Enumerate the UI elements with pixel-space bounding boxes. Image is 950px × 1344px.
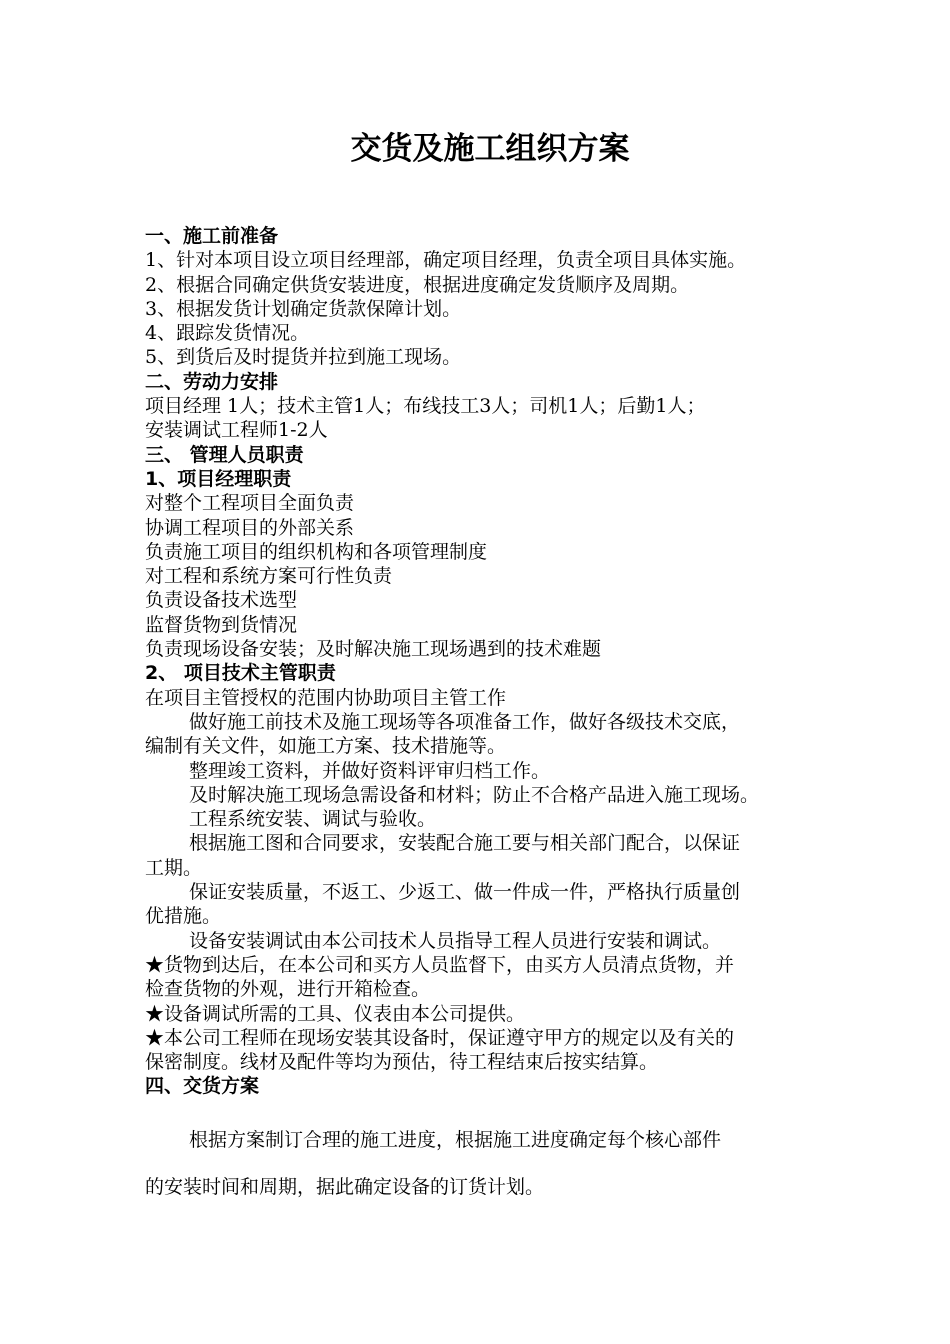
pm-duty-3: 负责施工项目的组织机构和各项管理制度 [145,540,488,563]
pm-duty-4: 对工程和系统方案可行性负责 [145,565,393,588]
star-item-1-line-2: 检查货物的外观，进行开箱检查。 [145,978,431,1001]
pm-duty-2: 协调工程项目的外部关系 [145,516,355,539]
star-item-3-line-1: ★本公司工程师在现场安装其设备时，保证遵守甲方的规定以及有关的 [145,1026,735,1049]
subheading-tech-duties: 2、 项目技术主管职责 [145,662,336,685]
document-body [145,224,845,1099]
tech-duty-intro: 在项目主管授权的范围内协助项目主管工作 [145,686,507,709]
tech-duty-3: 及时解决施工现场急需设备和材料；防止不合格产品进入施工现场。 [189,783,760,806]
section-heading-delivery: 四、交货方案 [145,1075,260,1098]
prep-item-4: 4、跟踪发货情况。 [145,322,310,345]
star-item-1-line-1: ★货物到达后，在本公司和买方人员监督下，由买方人员清点货物，并 [145,953,735,976]
section-heading-labor: 二、劳动力安排 [145,370,279,393]
subheading-pm-duties: 1、项目经理职责 [145,467,292,490]
labor-line-1: 项目经理 1人；技术主管1人；布线技工3人；司机1人；后勤1人； [145,395,706,418]
prep-item-3: 3、根据发货计划确定货款保障计划。 [145,297,462,320]
pm-duty-7: 负责现场设备安装；及时解决施工现场遇到的技术难题 [145,638,602,661]
tech-duty-1-line-2: 编制有关文件，如施工方案、技术措施等。 [145,735,507,758]
star-item-3-line-2: 保密制度。线材及配件等均为预估，待工程结束后按实结算。 [145,1051,659,1074]
tech-duty-7: 设备安装调试由本公司技术人员指导工程人员进行安装和调试。 [189,929,722,952]
tech-duty-5-line-1: 根据施工图和合同要求，安装配合施工要与相关部门配合，以保证 [189,832,741,855]
delivery-line-2: 的安装时间和周期，据此确定设备的订货计划。 [145,1176,545,1198]
prep-item-5: 5、到货后及时提货并拉到施工现场。 [145,346,462,369]
delivery-paragraph [145,1128,845,1199]
section-heading-duties: 三、 管理人员职责 [145,443,304,466]
pm-duty-1: 对整个工程项目全面负责 [145,492,355,515]
tech-duty-6-line-1: 保证安装质量，不返工、少返工、做一件成一件，严格执行质量创 [189,881,741,904]
pm-duty-5: 负责设备技术选型 [145,589,298,612]
tech-duty-6-line-2: 优措施。 [145,905,222,928]
tech-duty-1-line-1: 做好施工前技术及施工现场等各项准备工作，做好各级技术交底， [189,710,741,733]
section-heading-preparation: 一、施工前准备 [145,225,279,247]
pm-duty-6: 监督货物到货情况 [145,613,298,636]
star-item-2: ★设备调试所需的工具、仪表由本公司提供。 [145,1002,526,1025]
document-title: 交货及施工组织方案 [350,131,630,167]
prep-item-2: 2、根据合同确定供货安装进度，根据进度确定发货顺序及周期。 [145,273,690,296]
tech-duty-5-line-2: 工期。 [145,856,203,879]
tech-duty-2: 整理竣工资料，并做好资料评审归档工作。 [189,759,551,782]
tech-duty-4: 工程系统安装、调试与验收。 [189,808,437,831]
labor-line-2: 安装调试工程师1-2人 [145,419,328,442]
prep-item-1: 1、针对本项目设立项目经理部，确定项目经理，负责全项目具体实施。 [145,249,747,272]
delivery-line-1: 根据方案制订合理的施工进度，根据施工进度确定每个核心部件 [189,1129,722,1151]
